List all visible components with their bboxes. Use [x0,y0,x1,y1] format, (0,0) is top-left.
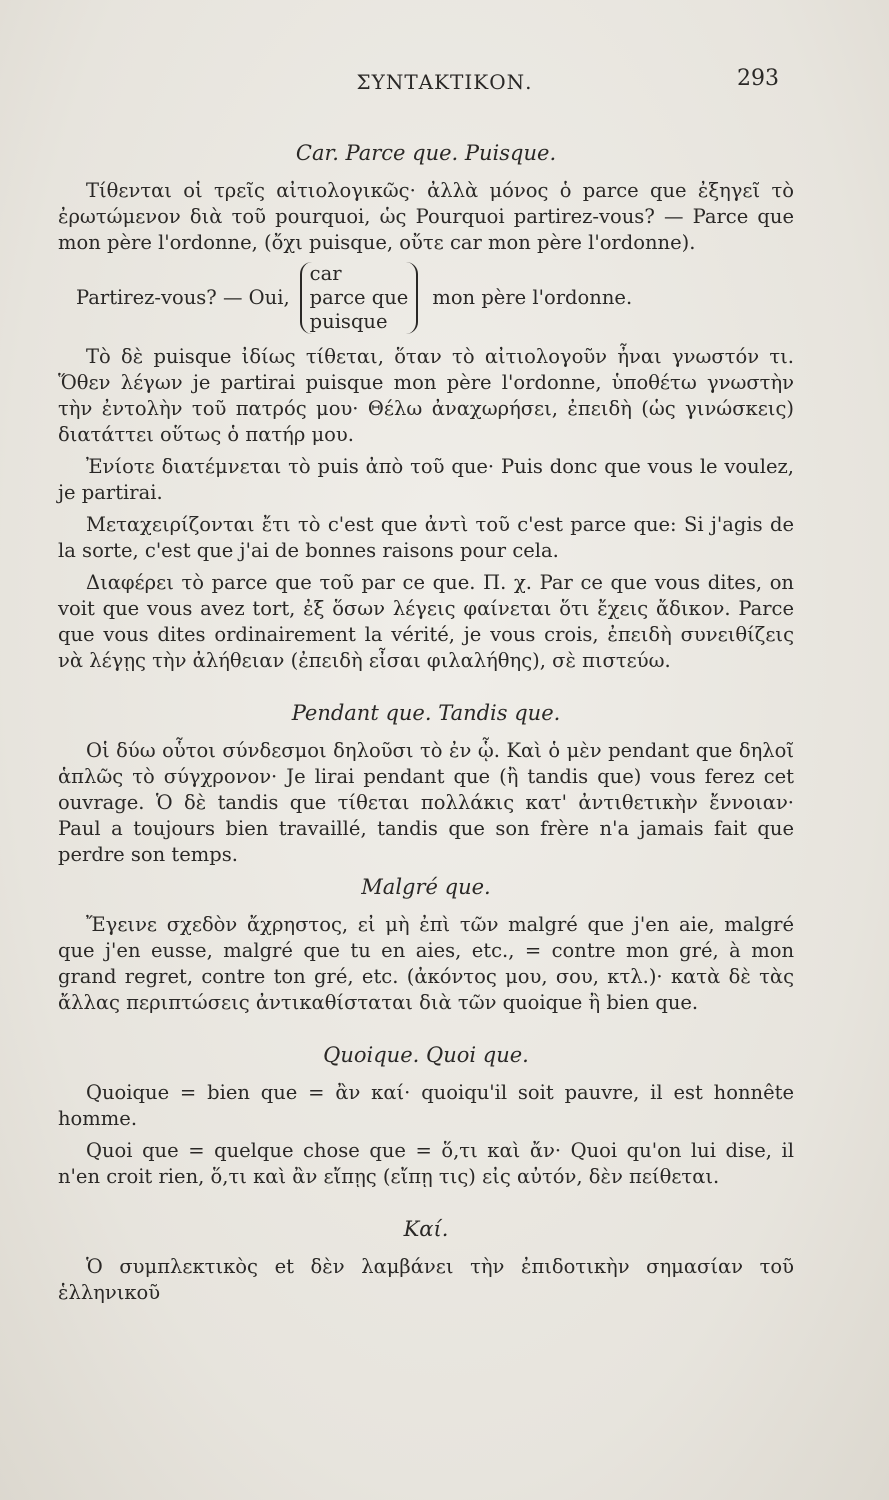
section-heading-pendant-que: Pendant que. Tandis que. [291,701,561,725]
spacer [58,680,794,700]
paragraph: Ὁ συμπλεκτικὸς et δὲν λαμβάνει τὴν ἐπιδοτικὴν σημασίαν τοῦ ἑλληνικοῦ [58,1255,794,1304]
section-heading-kai: Καί. [403,1217,449,1241]
running-title: ΣΥΝΤΑΚΤΙΚΟΝ. [356,70,533,94]
paragraph: Διαφέρει τὸ parce que τοῦ par ce que. Π. χ. Par ce que vous dites, on voit que vous avez tort, ἐξ ὅσων λέγεις φαίνεται ὅτι ἔχεις ἄδικον. Parce que vous dites ordinairement la vérité, je vous crois, ἐπειδὴ συνειθίζεις νὰ λέγῃς τὴν ἀλήθειαν (ἐπειδὴ εἶσαι φιλαλήθης), σὲ πιστεύω. [58,571,794,672]
brace-option: car [309,262,342,285]
spacer [58,1196,794,1216]
section-heading-malgre-que: Malgré que. [361,875,491,899]
paragraph: Quoi que = quelque chose que = ὅ,τι καὶ ἄν· Quoi qu'on lui dise, il n'en croit rien, ὅ,τι καὶ ἂν εἴπῃς (εἴπῃ τις) εἰς αὐτόν, δὲν πείθεται. [58,1139,794,1188]
paragraph: Μεταχειρίζονται ἔτι τὸ c'est que ἀντὶ τοῦ c'est parce que: Si j'agis de la sorte, c'est que j'ai de bonnes raisons pour cela. [58,513,794,562]
paragraph: Τίθενται οἱ τρεῖς αἰτιολογικῶς· ἀλλὰ μόνος ὁ parce que ἐξηγεῖ τὸ ἐρωτώμενον διὰ τοῦ pourquoi, ὡς Pourquoi partirez-vous? — Parce que mon père l'ordonne, (ὄχι puisque, οὔτε car mon père l'ordonne). [58,179,794,254]
paragraph: Ἐνίοτε διατέμνεται τὸ puis ἀπὸ τοῦ que· Puis donc que vous le voulez, je partirai. [58,455,794,504]
running-head [0,64,889,100]
example-tail: mon père l'ordonne. [432,286,633,309]
brace-options [300,262,419,334]
brace-option: parce que [309,286,409,309]
example-brace-block [76,262,794,334]
paragraph: Ἔγεινε σχεδὸν ἄχρηστος, εἰ μὴ ἐπὶ τῶν malgré que j'en aie, malgré que j'en eusse, malgré que tu en aies, etc., = contre mon gré, à mon grand regret, contre ton gré, etc. (ἀκόντος μου, σου, κτλ.)· κατὰ δὲ τὰς ἄλλας περιπτώσεις ἀντικαθίσταται διὰ τῶν quoique ἢ bien que. [58,913,794,1014]
paragraph: Οἱ δύω οὗτοι σύνδεσμοι δηλοῦσι τὸ ἐν ᾧ. Καὶ ὁ μὲν pendant que δηλοῖ ἁπλῶς τὸ σύγχρονον· Je lirai pendant que (ἢ tandis que) vous ferez cet ouvrage. Ὁ δὲ tandis que τίθεται πολλάκις κατ' ἀντιθετικὴν ἔννοιαν· Paul a toujours bien travaillé, tandis que son frère n'a jamais fait que perdre son temps. [58,739,794,866]
page-number: 293 [737,66,779,91]
example-question: Partirez-vous? — Oui, [76,286,290,309]
paragraph: Quoique = bien que = ἂν καί· quoiqu'il soit pauvre, il est honnête homme. [58,1081,794,1130]
section-heading-quoique: Quoique. Quoi que. [323,1043,529,1067]
brace-group [300,262,632,334]
brace-option: puisque [309,310,388,333]
spacer [58,1022,794,1042]
paragraph: Τὸ δὲ puisque ἰδίως τίθεται, ὅταν τὸ αἰτιολογοῦν ἦναι γνωστόν τι. Ὅθεν λέγων je partirai puisque mon père l'ordonne, ὑποθέτω γνωστὴν τὴν ἐντολὴν τοῦ πατρός μου· Θέλω ἀναχωρήσει, ἐπειδὴ (ὡς γινώσκεις) διατάττει οὕτως ὁ πατήρ μου. [58,345,794,446]
page-body [58,140,794,1312]
section-heading-car: Car. Parce que. Puisque. [295,141,557,165]
